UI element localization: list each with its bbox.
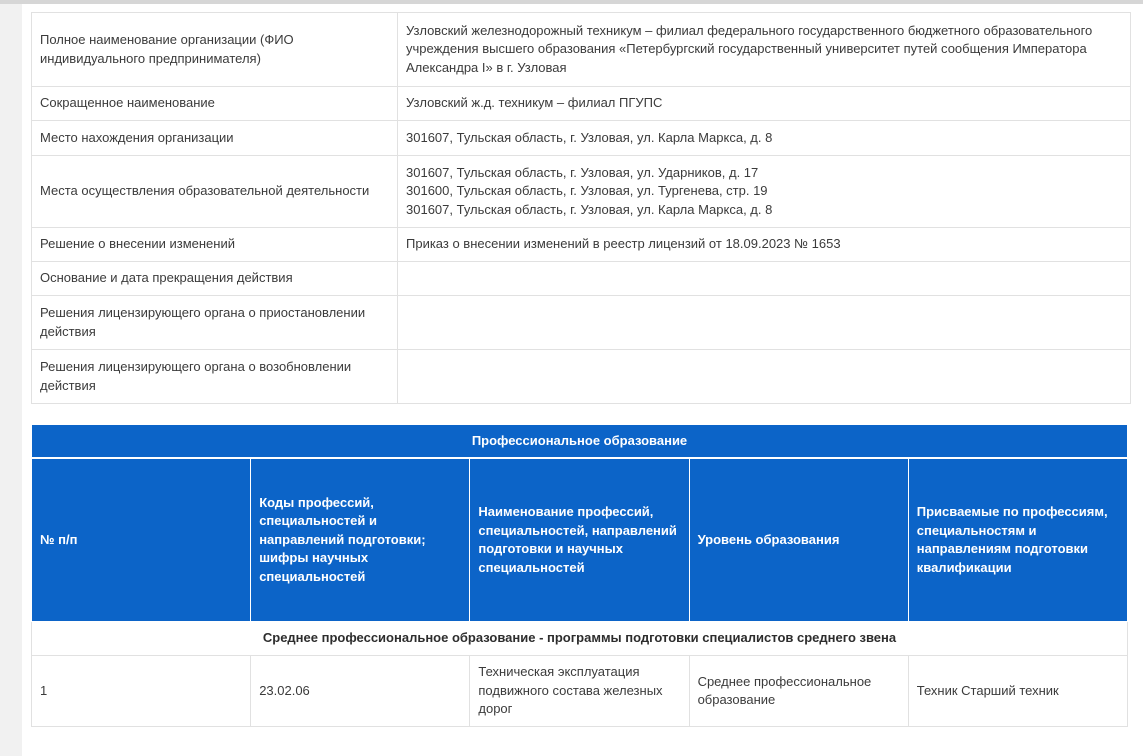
cell-number: 1	[32, 656, 251, 727]
row-label: Место нахождения организации	[32, 121, 398, 156]
table-row	[32, 13, 1131, 87]
row-value	[398, 296, 1131, 350]
education-table	[31, 424, 1128, 727]
column-header-qualification: Присваемые по профессиям, специальностям и направлениям подготовки квалификации	[908, 458, 1127, 622]
row-label: Решения лицензирующего органа о приостановлении действия	[32, 296, 398, 350]
address-line: 301607, Тульская область, г. Узловая, ул. Ударников, д. 17	[406, 164, 759, 180]
row-label: Полное наименование организации (ФИО индивидуального предпринимателя)	[32, 13, 398, 87]
table-row	[32, 87, 1131, 121]
table-row	[32, 121, 1131, 156]
column-header-number: № п/п	[32, 458, 251, 622]
row-value-list	[398, 156, 1131, 228]
row-value: Узловский ж.д. техникум – филиал ПГУПС	[398, 87, 1131, 121]
row-label: Места осуществления образовательной деятельности	[32, 156, 398, 228]
row-label: Сокращенное наименование	[32, 87, 398, 121]
cell-qualification: Техник Старший техник	[908, 656, 1127, 727]
address-line: 301600, Тульская область, г. Узловая, ул. Тургенева, стр. 19	[406, 183, 768, 199]
row-label: Решения лицензирующего органа о возобновлении действия	[32, 350, 398, 404]
row-value	[398, 262, 1131, 296]
table-row	[32, 350, 1131, 404]
group-title: Среднее профессиональное образование - программы подготовки специалистов среднего звена	[32, 622, 1128, 656]
table-row	[32, 156, 1131, 228]
license-info-table	[31, 12, 1131, 404]
row-value: Узловский железнодорожный техникум – филиал федерального государственного бюджетного образовательного учреждения высшего образования «Петербургский государственный университет путей сообщения Императора Александра I» в г. Узловая	[398, 13, 1131, 87]
column-header-level: Уровень образования	[689, 458, 908, 622]
column-header-code: Коды профессий, специальностей и направлений подготовки; шифры научных специальностей	[251, 458, 470, 622]
table-row	[32, 296, 1131, 350]
section-title: Профессиональное образование	[32, 425, 1128, 459]
row-value: 301607, Тульская область, г. Узловая, ул. Карла Маркса, д. 8	[398, 121, 1131, 156]
row-label: Решение о внесении изменений	[32, 228, 398, 262]
row-label: Основание и дата прекращения действия	[32, 262, 398, 296]
cell-level: Среднее профессиональное образование	[689, 656, 908, 727]
table-row	[32, 656, 1128, 727]
row-value	[398, 350, 1131, 404]
table-row	[32, 262, 1131, 296]
address-line: 301607, Тульская область, г. Узловая, ул. Карла Маркса, д. 8	[406, 201, 773, 217]
cell-name: Техническая эксплуатация подвижного состава железных дорог	[470, 656, 689, 727]
cell-code: 23.02.06	[251, 656, 470, 727]
row-value: Приказ о внесении изменений в реестр лицензий от 18.09.2023 № 1653	[398, 228, 1131, 262]
column-header-name: Наименование профессий, специальностей, направлений подготовки и научных специальностей	[470, 458, 689, 622]
table-row	[32, 228, 1131, 262]
